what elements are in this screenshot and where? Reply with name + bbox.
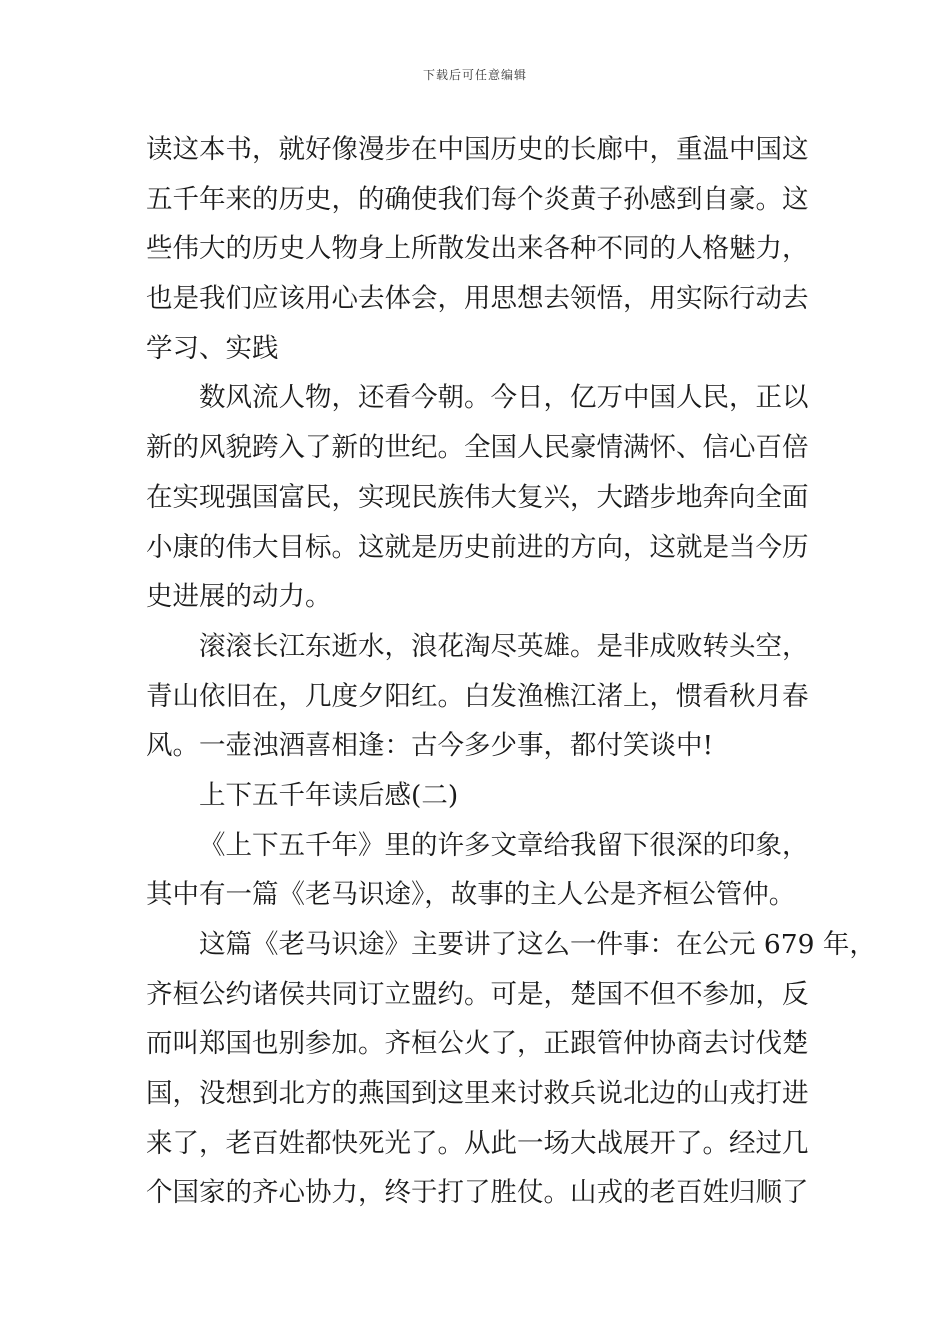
text-line: 史进展的动力。 — [146, 581, 332, 613]
text-line: 在实现强国富民，实现民族伟大复兴，大踏步地奔向全面 — [146, 481, 809, 513]
text-line: 而叫郑国也别参加。齐桓公火了，正跟管仲协商去讨伐楚 — [146, 1028, 809, 1060]
text-line: 些伟大的历史人物身上所散发出来各种不同的人格魅力， — [146, 233, 809, 265]
text-line: 数风流人物，还看今朝。今日，亿万中国人民，正以 — [199, 382, 809, 414]
text-line: 新的风貌跨入了新的世纪。全国人民豪情满怀、信心百倍 — [146, 432, 809, 464]
page-header: 下载后可任意编辑 — [422, 68, 527, 82]
text-line: 齐桓公约诸侯共同订立盟约。可是，楚国不但不参加，反 — [146, 978, 809, 1010]
text-line: 读这本书，就好像漫步在中国历史的长廊中，重温中国这 — [146, 134, 809, 165]
text-line: 个国家的齐心协力，终于打了胜仗。山戎的老百姓归顺了 — [146, 1177, 809, 1209]
text-line: 也是我们应该用心去体会，用思想去领悟，用实际行动去 — [146, 283, 809, 315]
text-line: 小康的伟大目标。这就是历史前进的方向，这就是当今历 — [146, 531, 809, 563]
document-body — [146, 125, 876, 1218]
text-line: 风。一壶浊酒喜相逢：古今多少事，都付笑谈中! — [146, 730, 714, 762]
text-line: 学习、实践 — [146, 332, 279, 364]
section-heading: 上下五千年读后感(二) — [199, 779, 459, 811]
text-line: 国，没想到北方的燕国到这里来讨救兵说北边的山戎打进 — [146, 1078, 809, 1110]
text-line: 这篇《老马识途》主要讲了这么一件事：在公元 679 年， — [199, 929, 876, 960]
text-line: 《上下五千年》里的许多文章给我留下很深的印象， — [199, 829, 809, 861]
text-line: 来了，老百姓都快死光了。从此一场大战展开了。经过几 — [146, 1127, 809, 1159]
text-line: 滚滚长江东逝水，浪花淘尽英雄。是非成败转头空， — [199, 630, 809, 662]
text-line: 其中有一篇《老马识途》，故事的主人公是齐桓公管仲。 — [146, 879, 796, 911]
text-line: 青山依旧在，几度夕阳红。白发渔樵江渚上，惯看秋月春 — [146, 680, 809, 712]
text-line: 五千年来的历史，的确使我们每个炎黄子孙感到自豪。这 — [146, 183, 809, 215]
